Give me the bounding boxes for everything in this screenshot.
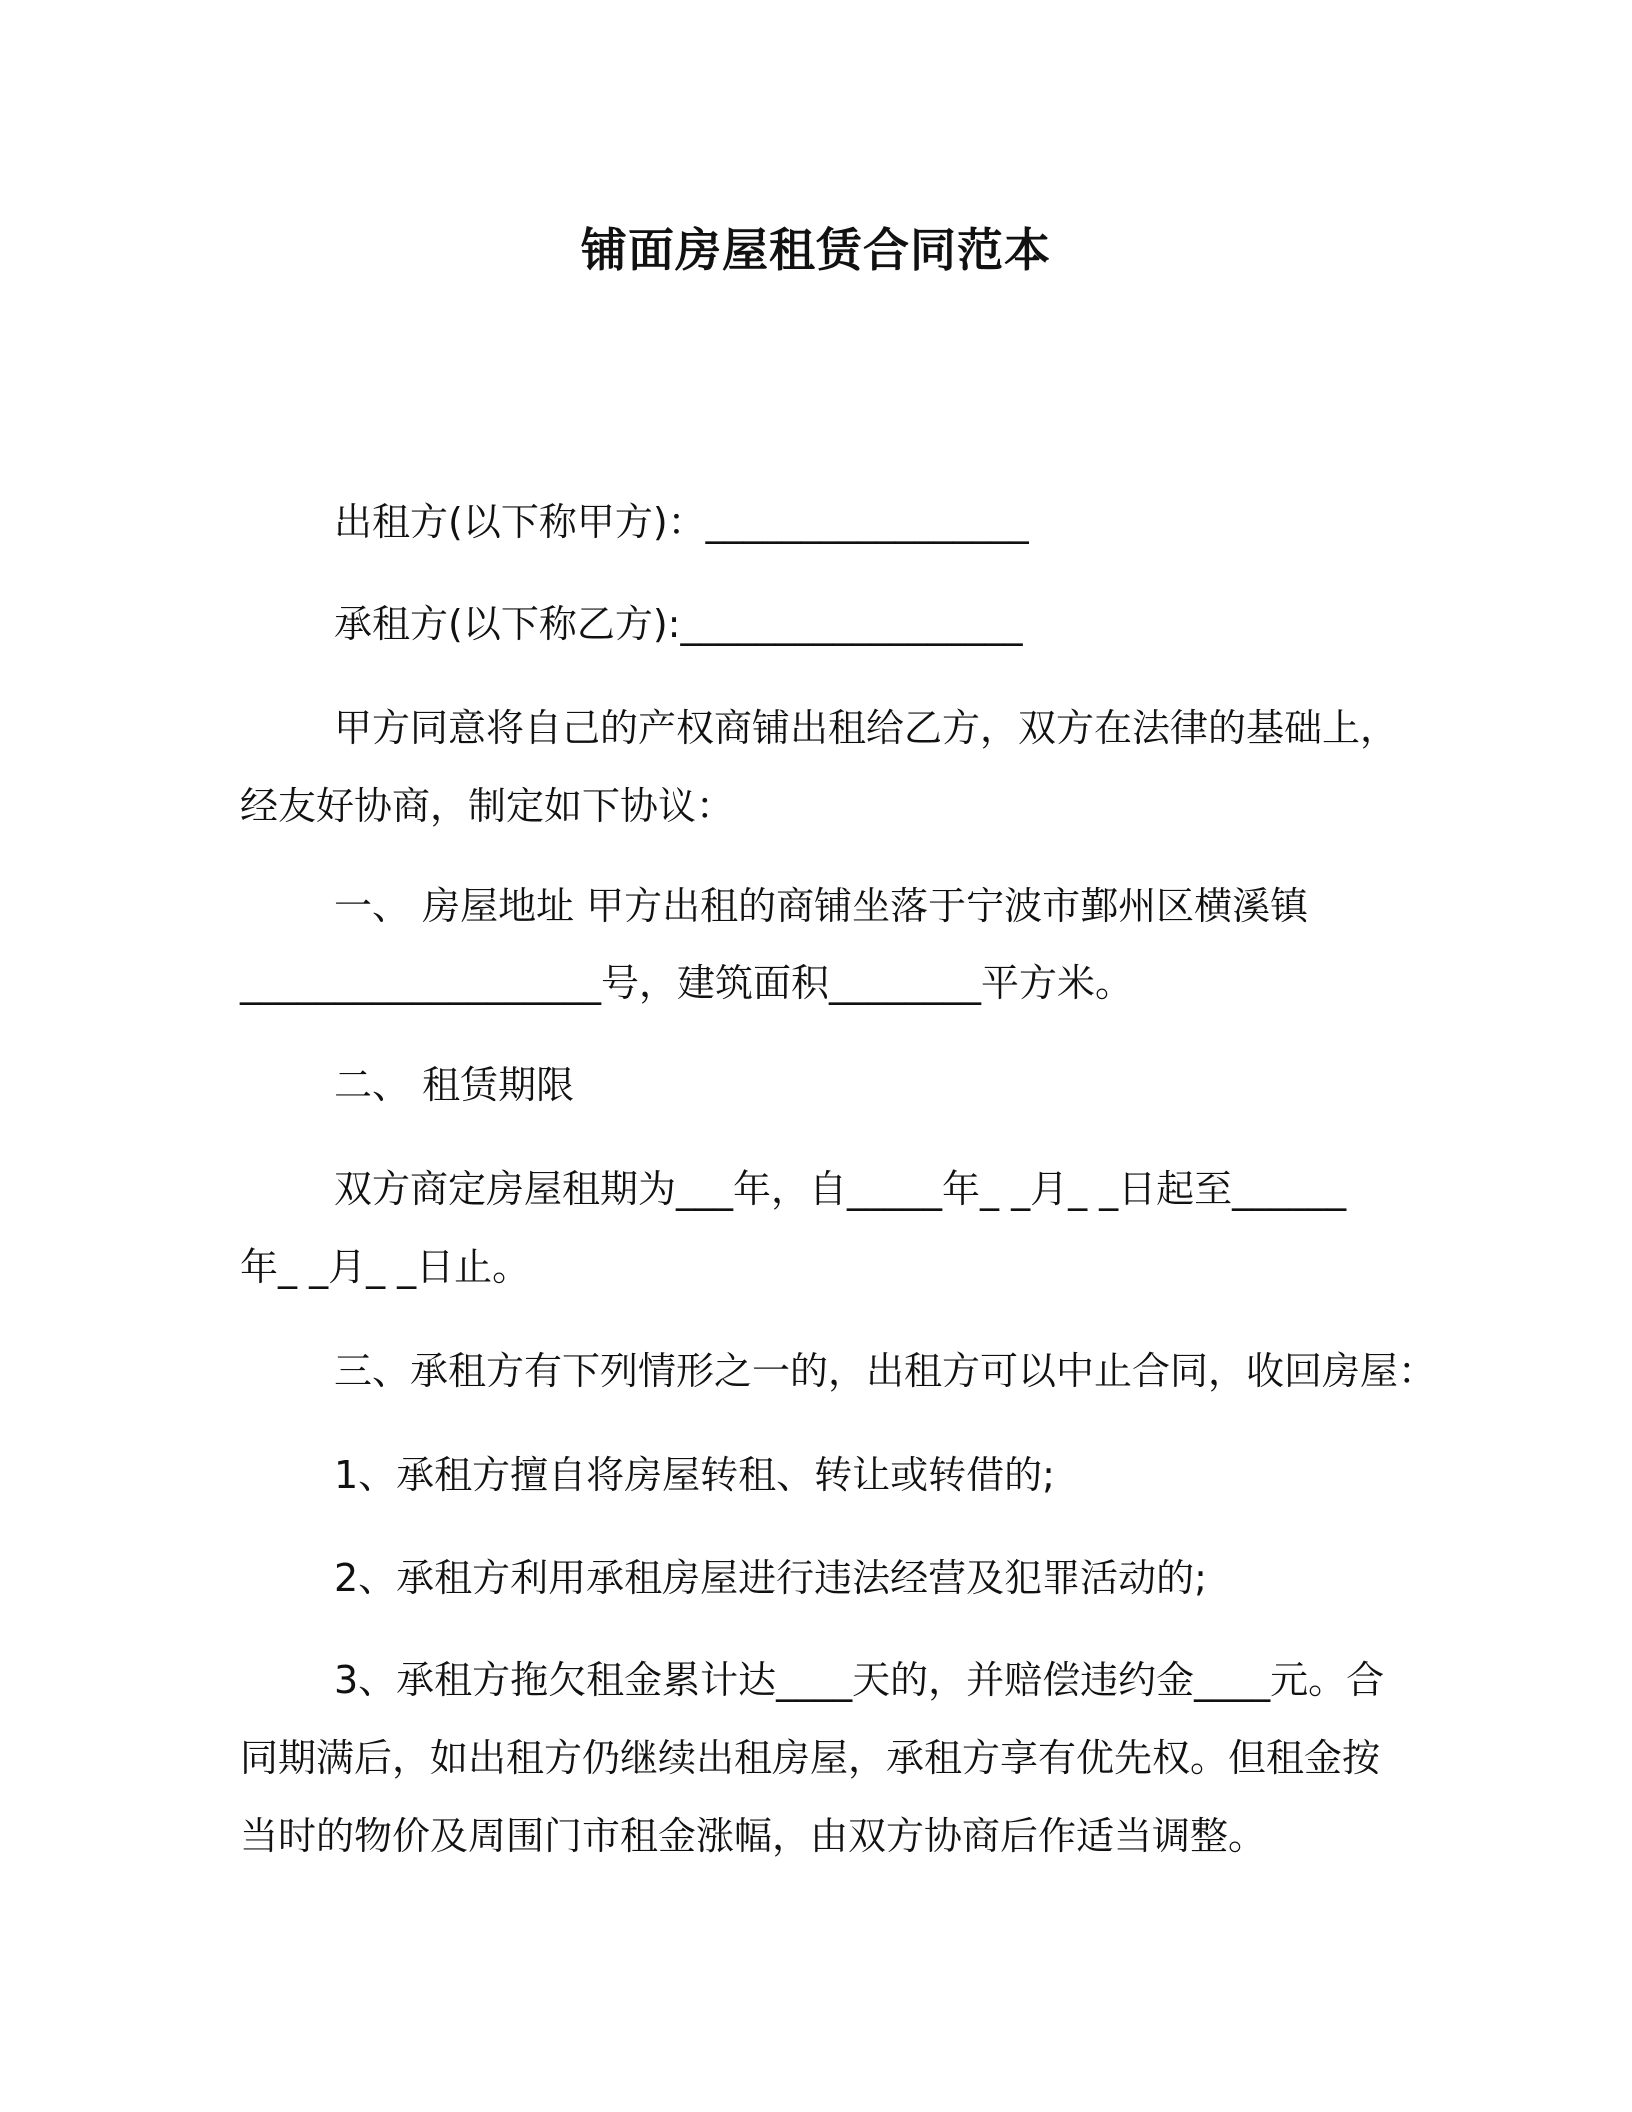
section-1-heading: 一、 房屋地址 甲方出租的商铺坐落于宁波市鄞州区横溪镇 xyxy=(334,884,1309,928)
lease-term-line-1: 双方商定房屋租期为___年，自_____年_ _月_ _日起至______ xyxy=(334,1167,1347,1211)
lease-term-line-2: 年_ _月_ _日止。 xyxy=(240,1245,531,1289)
clause-3-line-1: 3、承租方拖欠租金累计达____天的，并赔偿违约金____元。合 xyxy=(334,1658,1385,1702)
clause-3-line-2: 同期满后，如出租方仍继续出租房屋，承租方享有优先权。但租金按 xyxy=(240,1736,1381,1780)
section-1-line-2: ___________________号，建筑面积________平方米。 xyxy=(240,961,1134,1005)
lessor-line: 出租方(以下称甲方)：_________________ xyxy=(334,500,1029,544)
lessee-line: 承租方(以下称乙方):__________________ xyxy=(334,602,1023,646)
clause-3-line-3: 当时的物价及周围门市租金涨幅，由双方协商后作适当调整。 xyxy=(240,1814,1267,1858)
intro-paragraph-line-1: 甲方同意将自己的产权商铺出租给乙方，双方在法律的基础上， xyxy=(334,706,1399,750)
intro-paragraph-line-2: 经友好协商，制定如下协议： xyxy=(240,784,735,828)
document-title: 铺面房屋租赁合同范本 xyxy=(581,223,1051,277)
clause-1: 1、承租方擅自将房屋转租、转让或转借的; xyxy=(334,1453,1055,1497)
clause-2: 2、承租方利用承租房屋进行违法经营及犯罪活动的; xyxy=(334,1556,1207,1600)
section-2-heading: 二、 租赁期限 xyxy=(334,1063,575,1107)
section-3-heading: 三、承租方有下列情形之一的，出租方可以中止合同，收回房屋： xyxy=(334,1349,1437,1393)
